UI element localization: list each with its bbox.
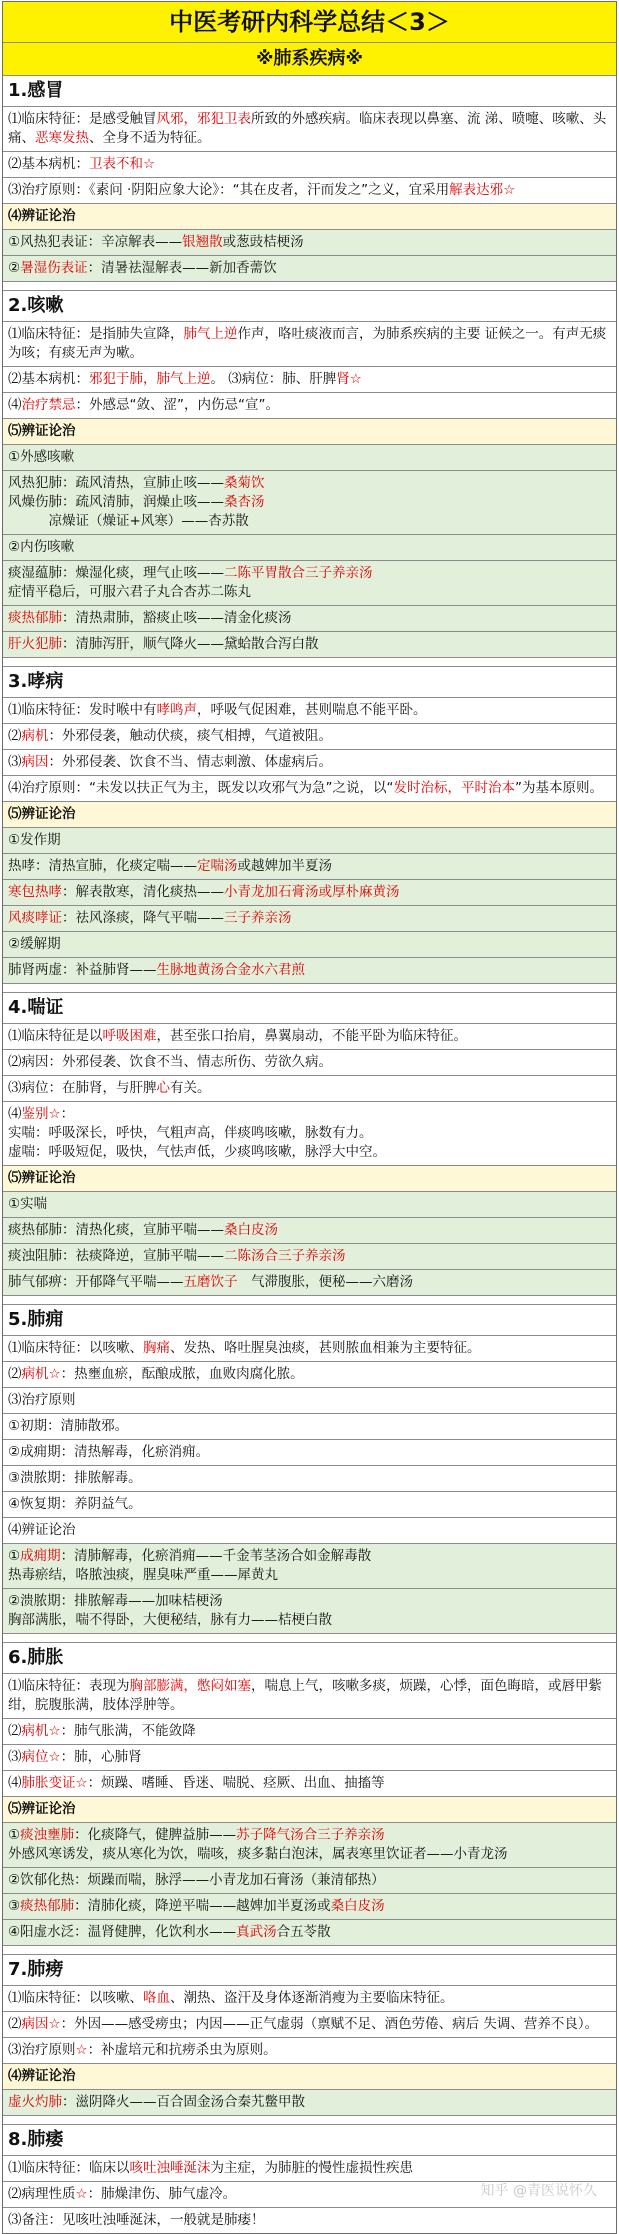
row-text: ：清肺泻肝，顺气降火——黛蛤散合泻白散 (62, 636, 319, 652)
content-row (3, 1413, 616, 1439)
highlight-text: 桑白皮汤 (224, 1222, 278, 1238)
row-text: ③ (8, 1898, 21, 1914)
content-row (3, 1439, 616, 1465)
row-text: ：肺，心肺肾 (60, 1749, 142, 1765)
row-text: 有关。 (170, 1080, 211, 1096)
row-text: ⑵ (8, 728, 22, 744)
content-row (3, 444, 616, 470)
highlight-text: 咯血 (143, 1990, 170, 2006)
row-text: ：肺燥津伤、肺气虚冷。 (87, 2186, 237, 2202)
row-text: ① (8, 1548, 21, 1564)
content-row (3, 2011, 616, 2037)
row-text: ⑷ (8, 1775, 22, 1791)
highlight-text: 肾☆ (336, 371, 362, 387)
content-row (3, 1335, 616, 1361)
row-text: ，喘息上气，咳嗽多痰，烦躁，心悸，面色晦暗，或唇甲紫绀，脘腹胀满，肢体浮肿等。 (8, 1678, 602, 1713)
content-row (3, 1985, 616, 2011)
row-text: 合五苓散 (276, 1924, 331, 1940)
row-text: 痰湿蕴肺：燥湿化痰，理气止咳—— (8, 565, 224, 581)
row-text: 风热犯肺：疏风清热，宣肺止咳—— (8, 475, 224, 491)
page-title: 中医考研内科学总结＜3＞ (3, 2, 616, 42)
row-text: ：清暑祛湿解表——新加香薷饮 (87, 260, 277, 276)
content-row (3, 1543, 616, 1588)
row-text: ⑶备注：见咳吐浊唾涎沫，一般就是肺痿！ (8, 2212, 265, 2228)
section-heading: 7.肺痨 (3, 1954, 616, 1985)
row-text: 、发热、咯吐腥臭浊痰，甚则脓血相兼为主要特征。 (170, 1340, 481, 1356)
highlight-text: 恶寒发热 (35, 130, 89, 146)
content-row (3, 534, 616, 560)
subsection-heading (3, 203, 616, 229)
row-text: ：清热肃肺，豁痰止咳——清金化痰汤 (62, 610, 292, 626)
row-text: 、全身不适为特征。 (89, 130, 211, 146)
row-text: ⑷辨证论治 (8, 1522, 76, 1538)
row-text: 凉燥证（燥证+风寒）——杏苏散 (8, 513, 249, 529)
highlight-text: 病位☆ (21, 1749, 61, 1765)
content-row (3, 151, 616, 177)
content-row (3, 1361, 616, 1387)
content-row (3, 1217, 616, 1243)
row-text: 肺肾两虚：补益肺肾—— (8, 962, 157, 978)
row-text: ：外感忌“敛、涩”，内伤忌“宣”。 (75, 397, 279, 413)
content-row (3, 1023, 616, 1049)
highlight-text: 病机☆ (21, 1723, 61, 1739)
row-text: ④阳虚水泛：温肾健脾，化饮利水—— (8, 1924, 237, 1940)
row-text: 痰浊阻肺：祛痰降逆，宣肺平喘—— (8, 1248, 224, 1264)
content-row (3, 749, 616, 775)
highlight-text: 桑白皮汤 (330, 1898, 385, 1914)
content-row (3, 631, 616, 657)
content-row (3, 1075, 616, 1101)
highlight-text: ☆ (75, 2042, 88, 2058)
row-text: ，呼吸气促困难，甚则喘息不能平卧。 (197, 702, 427, 718)
content-row (3, 879, 616, 905)
highlight-text: 三子养亲汤 (224, 910, 292, 926)
highlight-text: 病因☆ (21, 2016, 61, 2032)
content-row (3, 853, 616, 879)
row-text: ②缓解期 (8, 936, 61, 952)
row-text: ①实喘 (8, 1196, 48, 1212)
content-row (3, 255, 616, 281)
row-text: 热毒瘀结，咯脓浊痰，腥臭味严重——犀黄丸 (8, 1567, 278, 1583)
row-text: 。 ⑶病位：肺、肝脾 (210, 371, 337, 387)
row-text: ⑷治疗原则：“未发以扶正气为主，既发以攻邪气为急”之说，以“ (8, 780, 394, 796)
highlight-text: 病机 (21, 728, 49, 744)
row-text: ⑵ (8, 1366, 22, 1382)
summary-sheet (2, 1, 617, 2234)
section-gap (3, 1633, 616, 1642)
row-text: ②饮郁化热：烦躁而喘，脉浮——小青龙加石膏汤（兼清郁热） (8, 1872, 385, 1888)
content-row (3, 1387, 616, 1413)
highlight-text: 定喘汤 (197, 858, 238, 874)
row-text: ：外邪侵袭，触动伏痰，痰气相搏，气道被阻。 (48, 728, 332, 744)
content-row (3, 1919, 616, 1945)
row-text: ⑴临床特征：发时喉中有 (8, 702, 157, 718)
content-row (3, 321, 616, 366)
highlight-text: 卫表不和☆ (89, 156, 156, 172)
highlight-text: 小青龙加石膏汤或厚朴麻黄汤 (224, 884, 400, 900)
section-gap (3, 1945, 616, 1954)
highlight-text: 暑湿伤表证 (20, 260, 88, 276)
row-text: ③溃脓期：排脓解毒。 (8, 1470, 142, 1486)
row-text: ⑵ (8, 1723, 22, 1739)
content-row (3, 1867, 616, 1893)
row-text: 热哮：清热宣肺，化痰定喘—— (8, 858, 197, 874)
row-text: ”为基本原则。 (514, 780, 603, 796)
section-gap (3, 2115, 616, 2124)
row-text: ：化痰降气，健脾益肺—— (74, 1827, 237, 1843)
row-text: ：清肺解毒，化瘀消痈——千金苇茎汤合如金解毒散 (60, 1548, 372, 1564)
row-text: ：外邪侵袭、饮食不当、情志刺激、体虚病后。 (48, 754, 332, 770)
section-heading: 8.肺痿 (3, 2124, 616, 2155)
content-row (3, 106, 616, 151)
row-text: ：解表散寒，清化痰热—— (62, 884, 224, 900)
highlight-text: 寒包热哮 (8, 884, 62, 900)
page-subtitle: ※肺系疾病※ (3, 42, 616, 75)
highlight-text: 肺胀变证☆ (21, 1775, 88, 1791)
highlight-text: 桑杏汤 (224, 494, 265, 510)
highlight-text: 咳吐浊唾涎沫 (129, 2160, 211, 2176)
row-text: ⑷辨证论治 (8, 208, 76, 224)
row-text: ：烦躁、嗜睡、昏迷、喘脱、痉厥、出血、抽搐等 (87, 1775, 385, 1791)
row-text: ：祛风涤痰，降气平喘—— (62, 910, 224, 926)
row-text: ：补虚培元和抗痨杀虫为原则。 (87, 2042, 277, 2058)
row-text: 外感风寒诱发，痰从寒化为饮，喘咳，痰多黏白泡沫，属表寒里饮证者——小青龙汤 (8, 1846, 508, 1862)
row-text: ⑶病位：在肺肾，与肝脾 (8, 1080, 157, 1096)
highlight-text: 桑菊饮 (224, 475, 265, 491)
highlight-text: 鉴别☆ (21, 1106, 61, 1122)
content-row (3, 1101, 616, 1165)
row-text: ⑸辨证论治 (8, 806, 76, 822)
row-text: ⑷ (8, 397, 22, 413)
row-text: ⑷ (8, 1106, 22, 1122)
row-text: ⑴临床特征：是指肺失宣降， (8, 326, 184, 342)
row-text: ②成痈期：清热解毒，化瘀消痈。 (8, 1444, 210, 1460)
highlight-text: 银翘散 (182, 234, 223, 250)
content-row (3, 1893, 616, 1919)
highlight-text: 五磨饮子 (183, 1274, 238, 1290)
highlight-text: 呼吸困难 (102, 1028, 157, 1044)
content-row (3, 957, 616, 983)
content-row (3, 1673, 616, 1718)
row-text: ⑸辨证论治 (8, 1170, 76, 1186)
highlight-text: 心 (156, 1080, 170, 1096)
content-row (3, 2155, 616, 2181)
highlight-text: 胸痛 (143, 1340, 170, 1356)
content-row (3, 2207, 616, 2233)
section-heading: 1.感冒 (3, 75, 616, 106)
highlight-text: 病因 (21, 754, 49, 770)
row-text: ⑸辨证论治 (8, 423, 76, 439)
section-heading: 4.喘证 (3, 992, 616, 1023)
subsection-heading (3, 1165, 616, 1191)
row-text: ①外感咳嗽 (8, 449, 75, 465)
row-text: ⑴临床特征：以咳嗽、 (8, 1340, 143, 1356)
content-row (3, 470, 616, 534)
content-row (3, 1491, 616, 1517)
highlight-text: 治疗禁忌 (21, 397, 76, 413)
row-text: 、潮热、盗汗及身体逐渐消瘦为主要临床特征。 (170, 1990, 454, 2006)
content-row (3, 2037, 616, 2063)
highlight-text: 肺气上逆 (183, 326, 238, 342)
row-text: ⑶ (8, 754, 22, 770)
sections-container (3, 75, 616, 2233)
highlight-text: 真武汤 (236, 1924, 277, 1940)
content-row (3, 392, 616, 418)
section-gap (3, 1295, 616, 1304)
row-text: 风燥伤肺：疏风清肺，润燥止咳—— (8, 494, 224, 510)
row-text: ⑴临床特征是以 (8, 1028, 103, 1044)
row-text: ⑵病因：外邪侵袭、饮食不当、情志所伤、劳欲久病。 (8, 1054, 332, 1070)
content-row (3, 1744, 616, 1770)
row-text: ④恢复期：养阴益气。 (8, 1496, 142, 1512)
row-text: ：热壅血瘀，酝酿成脓，血败肉腐化脓。 (60, 1366, 304, 1382)
row-text: 肺气郁痹：开郁降气平喘—— (8, 1274, 184, 1290)
highlight-text: 邪犯于肺，肺气上逆 (89, 371, 211, 387)
section-gap (3, 281, 616, 290)
highlight-text: 二陈平胃散合三子养亲汤 (224, 565, 373, 581)
content-row (3, 697, 616, 723)
content-row (3, 905, 616, 931)
highlight-text: 发时治标，平时治本 (393, 780, 515, 796)
row-text: ① (8, 1827, 21, 1843)
content-row (3, 1049, 616, 1075)
row-text: 或越婢加半夏汤 (237, 858, 332, 874)
row-text: 胸部满胀，喘不得卧，大便秘结，脉有力——桔梗白散 (8, 1612, 332, 1628)
row-text: 症情平稳后，可服六君子丸合杏苏二陈丸 (8, 584, 251, 600)
row-text: ⑵基本病机： (8, 371, 89, 387)
highlight-text: 二陈汤合三子养亲汤 (224, 1248, 346, 1264)
row-text: ，甚至张口抬肩，鼻翼扇动，不能平卧为临床特征。 (156, 1028, 467, 1044)
row-text: ⑶治疗原则：《素问 ·阴阳应象大论》：“其在皮者，汗而发之”之义，宜采用 (8, 182, 450, 198)
content-row (3, 1243, 616, 1269)
row-text: ①初期：清肺散邪。 (8, 1418, 129, 1434)
row-text: 作声，咯吐痰液而言，为肺系疾病的主要 证候之一。有声无痰为咳；有痰无声为嗽。 (8, 326, 607, 361)
highlight-text: 解表达邪☆ (449, 182, 516, 198)
row-text: ⑴临床特征：表现为 (8, 1678, 130, 1694)
highlight-text: 胸部膨满，憋闷如塞 (129, 1678, 251, 1694)
highlight-text: 病机☆ (21, 1366, 61, 1382)
highlight-text: 痰热郁肺 (20, 1898, 75, 1914)
highlight-text: 痰热郁肺 (8, 610, 62, 626)
row-text: ⑴临床特征：是感受触冒 (8, 111, 157, 127)
subsection-heading (3, 2063, 616, 2089)
section-heading: 5.肺痈 (3, 1304, 616, 1335)
content-row (3, 366, 616, 392)
row-text: 实喘：呼吸深长，呼快，气粗声高，伴痰鸣咳嗽，脉数有力。 (8, 1125, 373, 1141)
row-text: ：滋阴降火——百合固金汤合秦艽鳖甲散 (62, 2094, 305, 2110)
highlight-text: 哮鸣声 (156, 702, 197, 718)
highlight-text: 苏子降气汤合三子养亲汤 (236, 1827, 385, 1843)
row-text: ⑴临床特征：以咳嗽、 (8, 1990, 143, 2006)
row-text: ⑶治疗原则 (8, 2042, 76, 2058)
row-text: ⑵病理性质 (8, 2186, 76, 2202)
highlight-text: 痰浊壅肺 (20, 1827, 75, 1843)
row-text: ：肺气胀满，不能敛降 (60, 1723, 196, 1739)
content-row (3, 605, 616, 631)
content-row (3, 1718, 616, 1744)
highlight-text: 虚火灼肺 (8, 2094, 62, 2110)
row-text: 痰热郁肺：清热化痰，宣肺平喘—— (8, 1222, 224, 1238)
row-text: ①风热犯表证：辛凉解表—— (8, 234, 183, 250)
content-row (3, 2089, 616, 2115)
subsection-heading (3, 801, 616, 827)
row-text: 所致的外感疾病。临床表现以鼻塞、流 涕、喷嚏、咳嗽、头痛、 (8, 111, 607, 146)
row-text: ②溃脓期：排脓解毒——加味桔梗汤 (8, 1593, 223, 1609)
row-text: ② (8, 260, 21, 276)
row-text: ⑶ (8, 1749, 22, 1765)
section-gap (3, 983, 616, 992)
row-text: ： (60, 1106, 75, 1122)
row-text: ：清肺化痰，降逆平喘——越婢加半夏汤或 (74, 1898, 331, 1914)
highlight-text: 肝火犯肺 (8, 636, 62, 652)
row-text: ⑵基本病机： (8, 156, 89, 172)
subsection-heading (3, 1796, 616, 1822)
content-row (3, 931, 616, 957)
content-row (3, 1517, 616, 1543)
highlight-text: ☆ (75, 2186, 88, 2202)
row-text: 气滞腹胀，便秘——六磨汤 (237, 1274, 413, 1290)
highlight-text: 生脉地黄汤合金水六君煎 (156, 962, 305, 978)
section-heading: 3.哮病 (3, 666, 616, 697)
row-text: ⑵ (8, 2016, 22, 2032)
content-row (3, 560, 616, 605)
row-text: 为主症，为肺脏的慢性虚损性疾患 (210, 2160, 413, 2176)
content-row (3, 1822, 616, 1867)
content-row (3, 775, 616, 801)
subsection-heading (3, 418, 616, 444)
content-row (3, 1269, 616, 1295)
row-text: ⑴临床特征：临床以 (8, 2160, 130, 2176)
row-text: ：外因——感受痨虫；内因——正气虚弱（禀赋不足、酒色劳倦、病后 失调、营养不良）。 (60, 2016, 599, 2032)
content-row (3, 1191, 616, 1217)
content-row (3, 723, 616, 749)
watermark: 知乎 @青医说怀久 (480, 2183, 597, 2199)
row-text: ⑷辨证论治 (8, 2068, 76, 2084)
highlight-text: 成痈期 (20, 1548, 61, 1564)
content-row (3, 1465, 616, 1491)
content-row (3, 1770, 616, 1796)
row-text: ⑸辨证论治 (8, 1801, 76, 1817)
row-text: ①发作期 (8, 832, 61, 848)
row-text: ⑶治疗原则 (8, 1392, 76, 1408)
section-gap (3, 657, 616, 666)
content-row (3, 177, 616, 203)
section-heading: 6.肺胀 (3, 1642, 616, 1673)
content-row (3, 1588, 616, 1633)
row-text: ②内伤咳嗽 (8, 539, 75, 555)
highlight-text: 风痰哮证 (8, 910, 62, 926)
row-text: 或葱豉桔梗汤 (222, 234, 304, 250)
content-row (3, 229, 616, 255)
highlight-text: 风邪，邪犯卫表 (156, 111, 251, 127)
row-text: 虚喘：呼吸短促，吸快，气怯声低，少痰鸣咳嗽，脉浮大中空。 (8, 1144, 386, 1160)
content-row (3, 827, 616, 853)
section-heading: 2.咳嗽 (3, 290, 616, 321)
